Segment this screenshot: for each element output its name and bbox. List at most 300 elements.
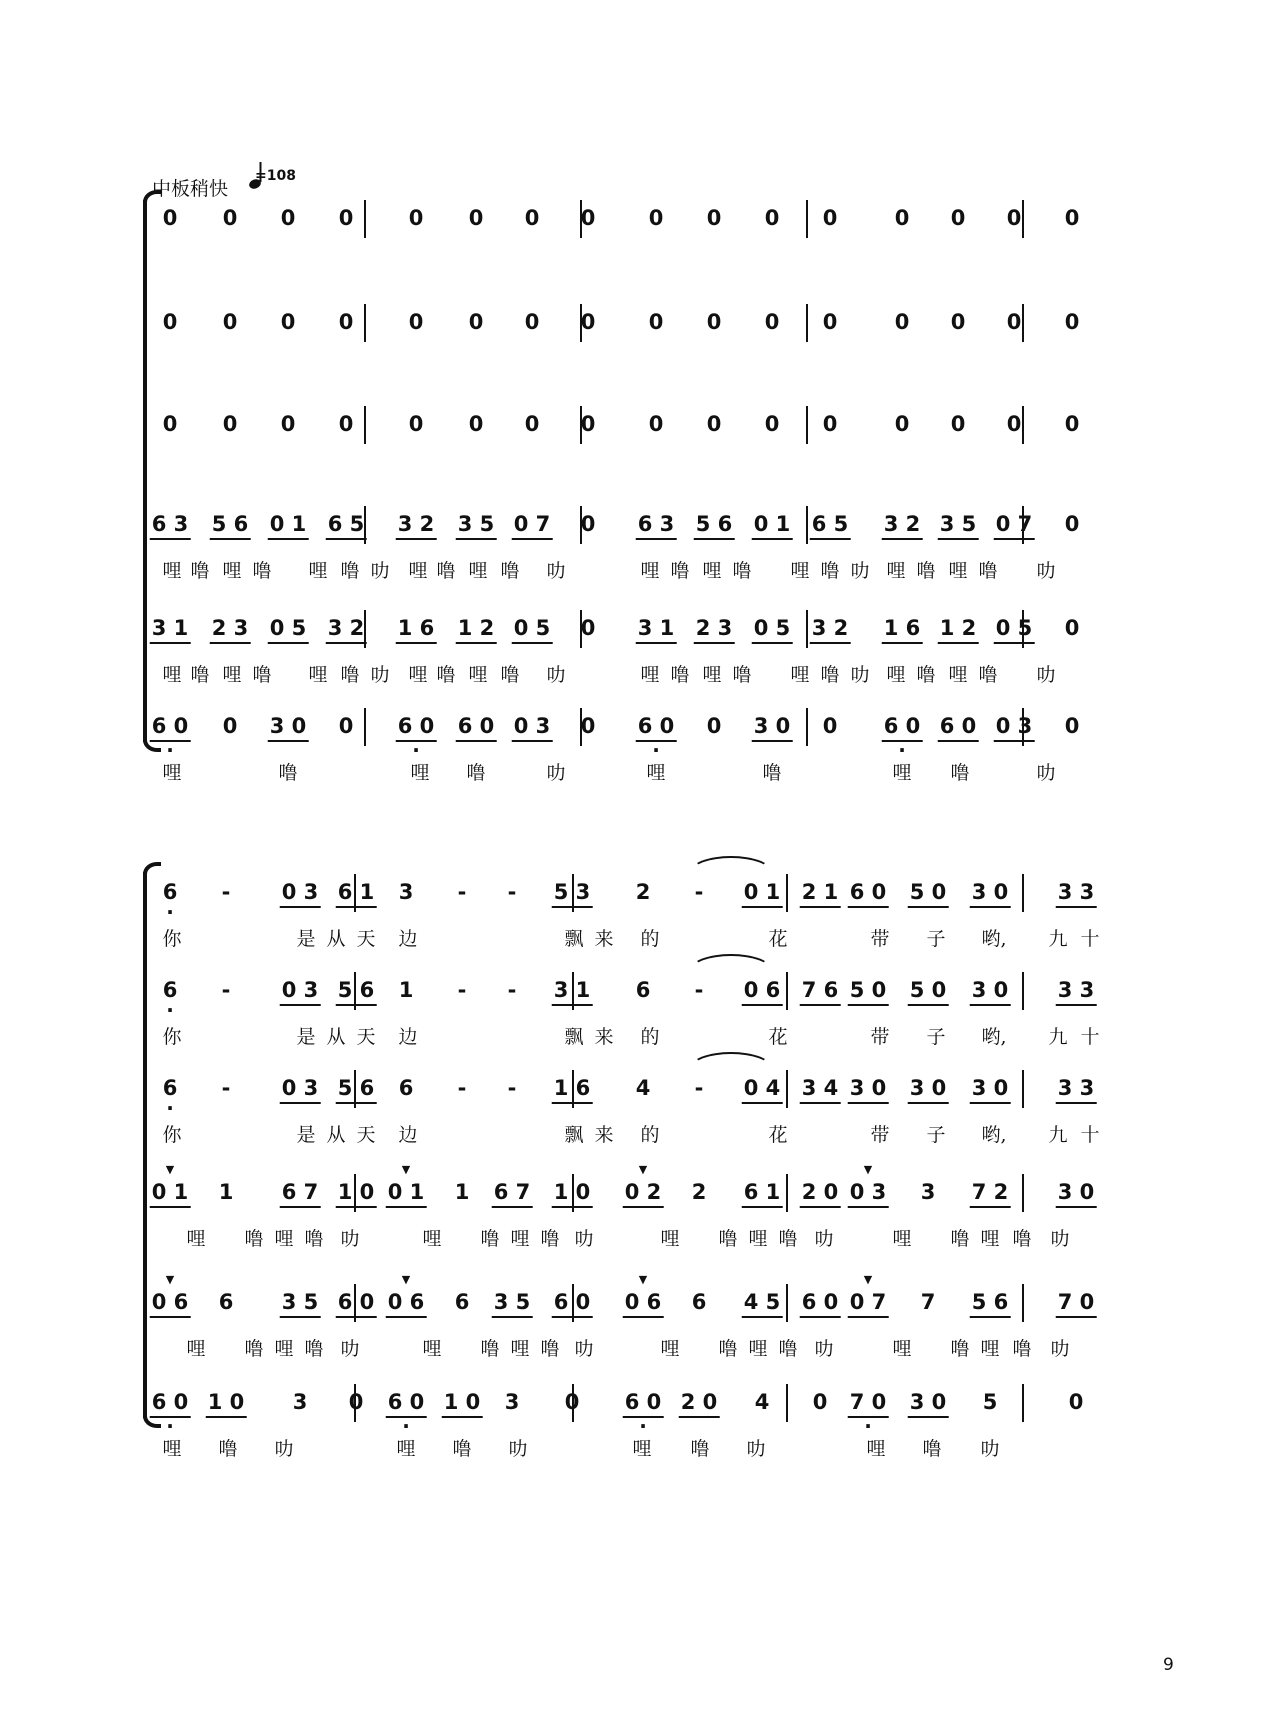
note-group: 2 — [635, 880, 651, 904]
accent-icon: ▼ — [638, 1163, 648, 1176]
note-group: 0 — [162, 206, 178, 230]
note-group: - — [221, 880, 231, 904]
lyric-syllable: 哩 — [468, 560, 488, 582]
note-group: 0 1 — [269, 512, 307, 536]
lyric-syllable: 哩 — [222, 664, 242, 686]
lyric-syllable: 叻 — [850, 560, 870, 582]
note-group: . 6 0 — [638, 714, 675, 738]
note-group: 1 2 — [457, 616, 495, 640]
tempo-value: =108 — [255, 168, 296, 184]
slur-mark — [690, 1052, 772, 1068]
note-group: 0 — [822, 714, 838, 738]
lyric-syllable: 哩 — [660, 1228, 680, 1250]
lyric-syllable: 哩 — [790, 560, 810, 582]
lyric-syllable: 来 — [594, 1026, 614, 1048]
lyric-syllable: 你 — [162, 1124, 182, 1146]
lyric-syllable: 来 — [594, 928, 614, 950]
lyric-syllable: 哩 — [396, 1438, 416, 1460]
lyric-syllable: 叻 — [546, 664, 566, 686]
lyric-syllable: 哩 — [422, 1228, 442, 1250]
lyric-syllable: 叻 — [546, 560, 566, 582]
note-group: - — [507, 880, 517, 904]
lyric-syllable: 的 — [640, 928, 660, 950]
note-group: 0 — [648, 310, 664, 334]
note-group: - — [507, 978, 517, 1002]
note-group: 0 — [950, 206, 966, 230]
lyric-syllable: 的 — [640, 1026, 660, 1048]
note-group: - — [694, 1076, 704, 1100]
note-group: 0 — [1064, 616, 1080, 640]
lyric-syllable: 哩 — [646, 762, 666, 784]
lyric-syllable: 哩 — [748, 1338, 768, 1360]
note-group: 3 1 — [637, 616, 675, 640]
lyric-syllable: 叻 — [1050, 1228, 1070, 1250]
note-group: 0 1 ▼ — [152, 1180, 189, 1204]
lyric-syllable: 哩 — [948, 664, 968, 686]
note-group: 3 0 — [909, 1390, 947, 1414]
lyric-syllable: 哩 — [222, 560, 242, 582]
note-group: 0 6 ▼ — [152, 1290, 189, 1314]
note-group: 3 5 — [281, 1290, 319, 1314]
lyric-syllable: 哩 — [468, 664, 488, 686]
note-group: 6 0 — [801, 1290, 839, 1314]
lyric-syllable: 是 — [296, 1026, 316, 1048]
barline — [364, 304, 366, 342]
lyric-syllable: 是 — [296, 1124, 316, 1146]
lyric-syllable: 哩 — [308, 664, 328, 686]
note-group: 0 — [524, 412, 540, 436]
lyric-syllable: 噜 — [452, 1438, 472, 1460]
note-group: 0 — [822, 412, 838, 436]
note-group: 0 — [706, 310, 722, 334]
lyric-syllable: 九 — [1048, 1026, 1068, 1048]
note-group: . 6 0 — [884, 714, 921, 738]
lyric-syllable: 哩 — [274, 1228, 294, 1250]
lyric-syllable: 九 — [1048, 1124, 1068, 1146]
note-group: 6 — [691, 1290, 707, 1314]
lyric-syllable: 是 — [296, 928, 316, 950]
note-group: 0 — [222, 206, 238, 230]
note-group: 2 3 — [695, 616, 733, 640]
note-group: 2 0 — [801, 1180, 839, 1204]
note-group: 0 — [1064, 206, 1080, 230]
lyric-syllable: 叻 — [340, 1228, 360, 1250]
barline — [364, 406, 366, 444]
lyric-syllable: 哩 — [274, 1338, 294, 1360]
lyric-syllable: 飘 — [564, 1124, 584, 1146]
barline — [1022, 304, 1024, 342]
note-group: 0 — [338, 714, 354, 738]
system-bracket — [143, 872, 154, 1418]
lyric-syllable: 子 — [926, 1026, 946, 1048]
note-group: 0 — [950, 412, 966, 436]
note-group: 0 — [1064, 412, 1080, 436]
lyric-syllable: 哩 — [186, 1338, 206, 1360]
barline — [1022, 972, 1024, 1010]
note-group: 0 — [1064, 714, 1080, 738]
note-group: 3 3 — [1057, 880, 1095, 904]
note-group: 6 0 — [553, 1290, 591, 1314]
lyric-syllable: 噜 — [304, 1228, 324, 1250]
lyric-syllable: 噜 — [916, 560, 936, 582]
lyric-syllable: 噜 — [718, 1228, 738, 1250]
lyric-syllable: 噜 — [762, 762, 782, 784]
lyric-syllable: 哩 — [886, 664, 906, 686]
note-group: 6 — [635, 978, 651, 1002]
note-group: - — [221, 1076, 231, 1100]
note-group: 0 — [348, 1390, 364, 1414]
note-group: 3 5 — [457, 512, 495, 536]
note-group: 0 — [468, 412, 484, 436]
lyric-syllable: 天 — [356, 1124, 376, 1146]
lyric-syllable: 噜 — [244, 1338, 264, 1360]
note-group: 3 2 — [397, 512, 435, 536]
note-group: 0 — [822, 310, 838, 334]
lyric-syllable: 噜 — [820, 560, 840, 582]
lyric-syllable: 叻 — [1036, 762, 1056, 784]
note-group: 7 2 — [971, 1180, 1009, 1204]
note-group: 6 0 — [849, 880, 887, 904]
lyric-syllable: 叻 — [980, 1438, 1000, 1460]
note-group: 0 — [1006, 310, 1022, 334]
lyric-syllable: 噜 — [218, 1438, 238, 1460]
slur-mark — [690, 954, 772, 970]
note-group: - — [221, 978, 231, 1002]
note-group: 0 — [524, 206, 540, 230]
barline — [806, 610, 808, 648]
barline — [786, 1070, 788, 1108]
note-group: 2 3 — [211, 616, 249, 640]
note-group: 6 7 — [281, 1180, 319, 1204]
note-group: 0 1 — [743, 880, 781, 904]
note-group: 0 3 — [513, 714, 551, 738]
lyric-syllable: 叻 — [574, 1338, 594, 1360]
note-group: 2 — [691, 1180, 707, 1204]
lyric-syllable: 的 — [640, 1124, 660, 1146]
lyric-syllable: 噜 — [922, 1438, 942, 1460]
barline — [806, 406, 808, 444]
lyric-syllable: 噜 — [340, 560, 360, 582]
lyric-syllable: 花 — [768, 928, 788, 950]
lyric-syllable: 哩 — [892, 1228, 912, 1250]
accent-icon: ▼ — [863, 1273, 873, 1286]
barline — [786, 972, 788, 1010]
note-group: 7 — [920, 1290, 936, 1314]
barline — [1022, 200, 1024, 238]
note-group: 0 5 — [513, 616, 551, 640]
lyric-syllable: 噜 — [540, 1338, 560, 1360]
lyric-syllable: 你 — [162, 928, 182, 950]
note-group: 4 5 — [743, 1290, 781, 1314]
note-group: 3 — [398, 880, 414, 904]
note-group: 0 7 ▼ — [850, 1290, 887, 1314]
lyric-syllable: 叻 — [546, 762, 566, 784]
lyric-syllable: 噜 — [244, 1228, 264, 1250]
note-group: 0 6 ▼ — [388, 1290, 425, 1314]
note-group: 0 4 — [743, 1076, 781, 1100]
note-group: 0 — [764, 206, 780, 230]
lyric-syllable: 噜 — [500, 664, 520, 686]
note-group: . 6 — [163, 880, 178, 904]
note-group: 6 — [218, 1290, 234, 1314]
barline — [806, 506, 808, 544]
note-group: 2 1 — [801, 880, 839, 904]
note-group: 5 0 — [909, 880, 947, 904]
lyric-syllable: 噜 — [670, 560, 690, 582]
barline — [806, 200, 808, 238]
accent-icon: ▼ — [401, 1273, 411, 1286]
lyric-syllable: 哩 — [632, 1438, 652, 1460]
lyric-syllable: 噜 — [436, 664, 456, 686]
note-group: 0 — [706, 714, 722, 738]
lyric-syllable: 来 — [594, 1124, 614, 1146]
barline — [786, 1384, 788, 1422]
lyric-syllable: 叻 — [1050, 1338, 1070, 1360]
lyric-syllable: 十 — [1080, 1026, 1100, 1048]
note-group: 0 — [280, 310, 296, 334]
note-group: 0 7 — [995, 512, 1033, 536]
note-group: 0 3 ▼ — [850, 1180, 887, 1204]
note-group: 1 0 — [207, 1390, 245, 1414]
note-group: 3 0 — [971, 880, 1009, 904]
note-group: 3 0 — [971, 978, 1009, 1002]
note-group: 0 — [822, 206, 838, 230]
note-group: 6 1 — [337, 880, 375, 904]
note-group: 0 — [162, 310, 178, 334]
note-group: 0 — [894, 412, 910, 436]
note-group: 0 — [524, 310, 540, 334]
lyric-syllable: 噜 — [340, 664, 360, 686]
note-group: 0 3 — [281, 978, 319, 1002]
barline — [786, 1284, 788, 1322]
lyric-syllable: 十 — [1080, 1124, 1100, 1146]
lyric-syllable: 叻 — [340, 1338, 360, 1360]
lyric-syllable: 哩 — [162, 560, 182, 582]
lyric-syllable: 边 — [398, 928, 418, 950]
note-group: 0 — [894, 206, 910, 230]
note-group: 3 3 — [1057, 1076, 1095, 1100]
note-group: 6 0 — [939, 714, 977, 738]
note-group: 0 — [280, 412, 296, 436]
barline — [806, 708, 808, 746]
note-group: 0 — [580, 412, 596, 436]
note-group: 3 0 — [753, 714, 791, 738]
note-group: - — [507, 1076, 517, 1100]
note-group: 1 6 — [883, 616, 921, 640]
note-group: 6 — [398, 1076, 414, 1100]
note-group: 3 4 — [801, 1076, 839, 1100]
lyric-syllable: 哩 — [790, 664, 810, 686]
lyric-syllable: 花 — [768, 1124, 788, 1146]
note-group: . 6 0 — [152, 1390, 189, 1414]
note-group: 5 6 — [337, 978, 375, 1002]
lyric-syllable: 哩 — [980, 1228, 1000, 1250]
note-group: . 6 — [163, 978, 178, 1002]
note-group: 6 3 — [151, 512, 189, 536]
note-group: 0 — [764, 310, 780, 334]
lyric-syllable: 哩 — [748, 1228, 768, 1250]
lyric-syllable: 噜 — [190, 664, 210, 686]
lyric-syllable: 叻 — [850, 664, 870, 686]
lyric-syllable: 噜 — [1012, 1228, 1032, 1250]
lyric-syllable: 哩 — [510, 1228, 530, 1250]
barline — [786, 1174, 788, 1212]
barline — [806, 304, 808, 342]
lyric-syllable: 哩 — [422, 1338, 442, 1360]
lyric-syllable: 噜 — [978, 560, 998, 582]
note-group: 1 0 — [553, 1180, 591, 1204]
lyric-syllable: 哩 — [162, 664, 182, 686]
note-group: 0 — [706, 412, 722, 436]
note-group: 5 — [982, 1390, 998, 1414]
note-group: 0 — [408, 310, 424, 334]
note-group: 0 3 — [281, 1076, 319, 1100]
lyric-syllable: 哩 — [162, 1438, 182, 1460]
lyric-syllable: 子 — [926, 928, 946, 950]
barline — [1022, 1284, 1024, 1322]
note-group: 6 5 — [327, 512, 365, 536]
note-group: 0 — [1006, 206, 1022, 230]
lyric-syllable: 噜 — [916, 664, 936, 686]
note-group: - — [694, 880, 704, 904]
note-group: 1 0 — [443, 1390, 481, 1414]
note-group: 0 7 — [513, 512, 551, 536]
note-group: 5 0 — [909, 978, 947, 1002]
lyric-syllable: 噜 — [436, 560, 456, 582]
lyric-syllable: 噜 — [670, 664, 690, 686]
note-group: 0 — [338, 206, 354, 230]
lyric-syllable: 哩 — [640, 664, 660, 686]
note-group: - — [457, 1076, 467, 1100]
lyric-syllable: 噜 — [304, 1338, 324, 1360]
lyric-syllable: 噜 — [732, 664, 752, 686]
lyric-syllable: 噜 — [950, 762, 970, 784]
barline — [1022, 1174, 1024, 1212]
lyric-syllable: 带 — [870, 928, 890, 950]
note-group: 1 6 — [397, 616, 435, 640]
note-group: 3 2 — [811, 616, 849, 640]
note-group: 0 — [222, 310, 238, 334]
note-group: 5 3 — [553, 880, 591, 904]
note-group: 3 5 — [493, 1290, 531, 1314]
note-group: 0 — [648, 206, 664, 230]
note-group: 6 1 — [743, 1180, 781, 1204]
lyric-syllable: 哟, — [981, 1124, 1007, 1146]
lyric-syllable: 从 — [326, 928, 346, 950]
note-group: . 6 0 — [388, 1390, 425, 1414]
note-group: 7 0 — [1057, 1290, 1095, 1314]
lyric-syllable: 噜 — [1012, 1338, 1032, 1360]
accent-icon: ▼ — [165, 1273, 175, 1286]
note-group: 0 — [280, 206, 296, 230]
note-group: 2 0 — [680, 1390, 718, 1414]
lyric-syllable: 哩 — [408, 560, 428, 582]
lyric-syllable: 噜 — [820, 664, 840, 686]
lyric-syllable: 噜 — [778, 1338, 798, 1360]
note-group: 0 — [950, 310, 966, 334]
page-number: 9 — [1163, 1655, 1174, 1675]
note-group: 5 6 — [337, 1076, 375, 1100]
note-group: 0 — [222, 412, 238, 436]
note-group: 0 — [408, 206, 424, 230]
note-group: 3 1 — [151, 616, 189, 640]
note-group: 6 0 — [457, 714, 495, 738]
lyric-syllable: 天 — [356, 1026, 376, 1048]
note-group: 7 6 — [801, 978, 839, 1002]
note-group: 3 — [504, 1390, 520, 1414]
note-group: . 6 0 — [152, 714, 189, 738]
barline — [1022, 406, 1024, 444]
lyric-syllable: 天 — [356, 928, 376, 950]
lyric-syllable: 噜 — [480, 1338, 500, 1360]
note-group: 6 3 — [637, 512, 675, 536]
note-group: . 6 — [163, 1076, 178, 1100]
note-group: 0 3 — [995, 714, 1033, 738]
note-group: 3 0 — [971, 1076, 1009, 1100]
lyric-syllable: 飘 — [564, 1026, 584, 1048]
lyric-syllable: 哩 — [308, 560, 328, 582]
lyric-syllable: 噜 — [690, 1438, 710, 1460]
lyric-syllable: 哩 — [640, 560, 660, 582]
lyric-syllable: 哩 — [186, 1228, 206, 1250]
note-group: 3 2 — [883, 512, 921, 536]
note-group: 0 — [338, 310, 354, 334]
lyric-syllable: 哩 — [886, 560, 906, 582]
note-group: 0 — [408, 412, 424, 436]
lyric-syllable: 叻 — [746, 1438, 766, 1460]
note-group: 0 5 — [753, 616, 791, 640]
lyric-syllable: 哩 — [510, 1338, 530, 1360]
accent-icon: ▼ — [863, 1163, 873, 1176]
lyric-syllable: 哩 — [892, 762, 912, 784]
lyric-syllable: 从 — [326, 1026, 346, 1048]
lyric-syllable: 哩 — [660, 1338, 680, 1360]
note-group: 3 1 — [553, 978, 591, 1002]
note-group: 0 5 — [995, 616, 1033, 640]
lyric-syllable: 叻 — [370, 560, 390, 582]
note-group: . 6 0 — [625, 1390, 662, 1414]
note-group: 0 1 ▼ — [388, 1180, 425, 1204]
note-group: - — [694, 978, 704, 1002]
lyric-syllable: 叻 — [1036, 664, 1056, 686]
slur-mark — [690, 856, 772, 872]
lyric-syllable: 哩 — [408, 664, 428, 686]
lyric-syllable: 你 — [162, 1026, 182, 1048]
barline — [364, 200, 366, 238]
note-group: 0 6 ▼ — [625, 1290, 662, 1314]
note-group: 0 — [706, 206, 722, 230]
note-group: 0 — [764, 412, 780, 436]
note-group: 6 0 — [337, 1290, 375, 1314]
note-group: 5 6 — [695, 512, 733, 536]
lyric-syllable: 九 — [1048, 928, 1068, 950]
note-group: 1 — [454, 1180, 470, 1204]
tempo-text: 中板稍快 — [152, 178, 229, 200]
note-group: 0 — [1006, 412, 1022, 436]
note-group: 0 — [1064, 310, 1080, 334]
note-group: 3 2 — [327, 616, 365, 640]
note-group: 0 — [222, 714, 238, 738]
lyric-syllable: 带 — [870, 1026, 890, 1048]
note-group: 1 6 — [553, 1076, 591, 1100]
barline — [364, 708, 366, 746]
lyric-syllable: 哟, — [981, 928, 1007, 950]
lyric-syllable: 叻 — [508, 1438, 528, 1460]
lyric-syllable: 叻 — [814, 1338, 834, 1360]
lyric-syllable: 噜 — [278, 762, 298, 784]
lyric-syllable: 哩 — [948, 560, 968, 582]
barline — [1022, 1070, 1024, 1108]
